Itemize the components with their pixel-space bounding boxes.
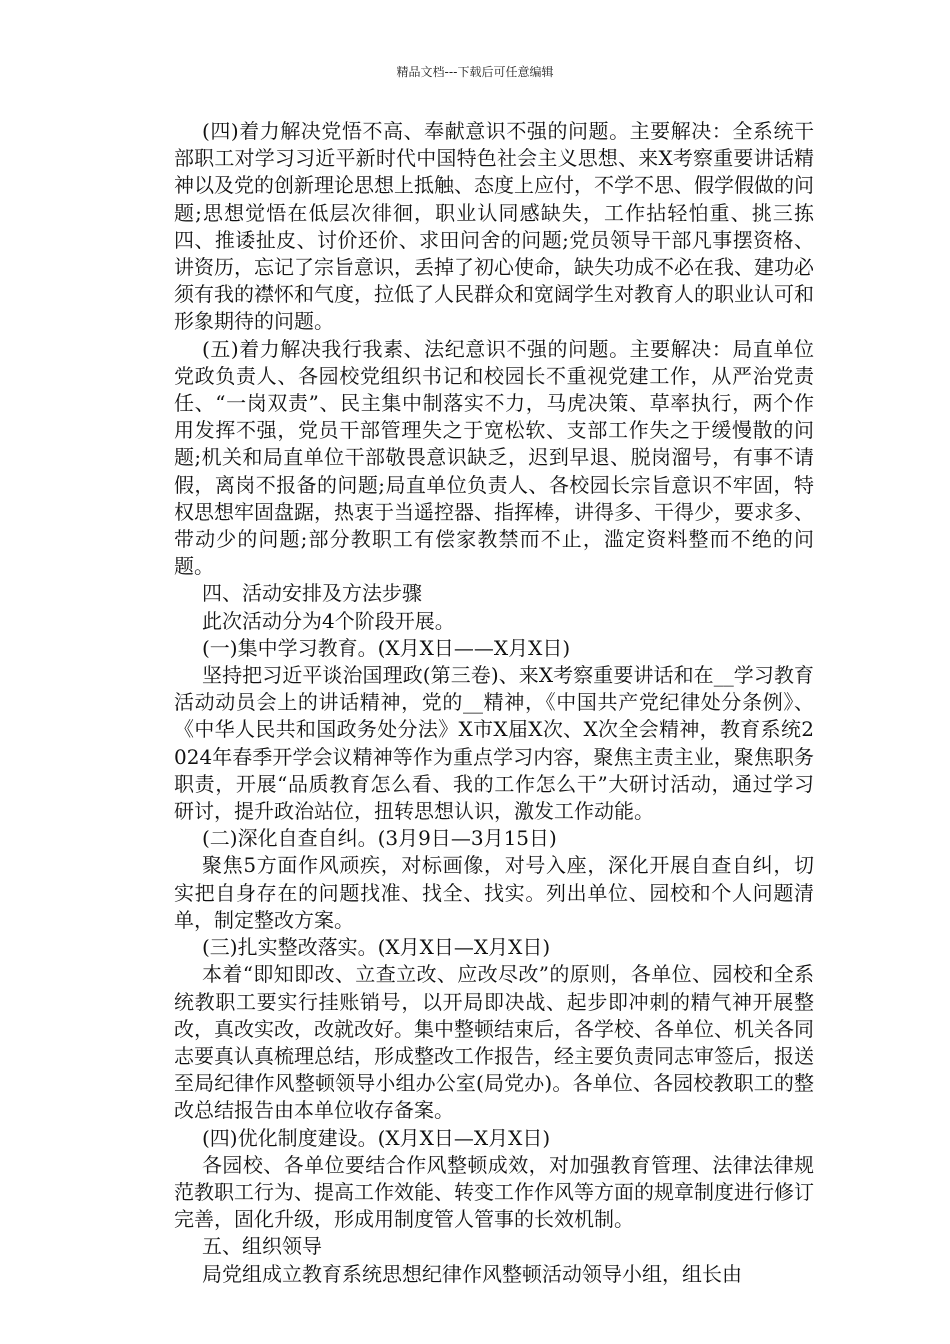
paragraph-stage-3: 本着“即知即改、立查立改、应改尽改”的原则，各单位、园校和全系统教职工要实行挂账销号，以开局即决战、起步即冲刺的精气神开展整改，真改实改，改就改好。集中整顿结束后，各学校、各单位、机关各同志要真认真梳理总结，形成整改工作报告，经主要负责同志审签后，报送至局纪律作风整顿领导小组办公室(局党办)。各单位、各园校教职工的整改总结报告由本单位收存备案。 (174, 962, 814, 1123)
paragraph-stage-count: 此次活动分为4个阶段开展。 (202, 608, 455, 633)
paragraph-stage-1: 坚持把习近平谈治国理政(第三卷)、来X考察重要讲话和在__学习教育活动动员会上的讲话精神，党的__精神，《中国共产党纪律处分条例》、《中华人民共和国政务处分法》X市X届X次、X次全会精神，教育系统2024年春季开学会议精神等作为重点学习内容，聚焦主责主业，聚焦职务职责，开展“品质教育怎么看、我的工作怎么干”大研讨活动，通过学习研讨，提升政治站位，扭转思想认识，激发工作动能。 (174, 663, 814, 824)
stage-heading-4: (四)优化制度建设。(X月X日—X月X日) (202, 1125, 551, 1150)
section-heading-activity-steps: 四、活动安排及方法步骤 (202, 581, 422, 606)
stage-heading-2: (二)深化自查自纠。(3月9日—3月15日) (202, 826, 557, 851)
section-heading-leadership: 五、组织领导 (202, 1234, 322, 1259)
paragraph-issue-5: (五)着力解决我行我素、法纪意识不强的问题。主要解决：局直单位党政负责人、各园校党组织书记和校园长不重视党建工作，从严治党责任、“一岗双责”、民主集中制落实不力，马虎决策、草率执行，两个作用发挥不强，党员干部管理失之于宽松软、支部工作失之于缓慢散的问题;机关和局直单位干部敬畏意识缺乏，迟到早退、脱岗溜号，有事不请假，离岗不报备的问题;局直单位负责人、各校园长宗旨意识不牢固，特权思想牢固盘踞，热衷于当遥控器、指挥棒，讲得多、干得少，要求多、带动少的问题;部分教职工有偿家教禁而不止，滥定资料整而不绝的问题。 (174, 336, 814, 579)
paragraph-issue-4: (四)着力解决党悟不高、奉献意识不强的问题。主要解决：全系统干部职工对学习习近平新时代中国特色社会主义思想、来X考察重要讲话精神以及党的创新理论思想上抵触、态度上应付，不学不思、假学假做的问题;思想觉悟在低层次徘徊，职业认同感缺失，工作拈轻怕重、挑三拣四、推诿扯皮、讨价还价、求田问舍的问题;党员领导干部凡事摆资格、讲资历，忘记了宗旨意识，丢掉了初心使命，缺失功成不必在我、建功必须有我的襟怀和气度，拉低了人民群众和宽阔学生对教育人的职业认可和形象期待的问题。 (174, 119, 814, 334)
page-header: 精品文档---下载后可任意编辑 (396, 65, 554, 79)
paragraph-stage-2: 聚焦5方面作风顽疾，对标画像，对号入座，深化开展自查自纠，切实把自身存在的问题找准、找全、找实。列出单位、园校和个人问题清单，制定整改方案。 (174, 853, 814, 932)
stage-heading-1: (一)集中学习教育。(X月X日——X月X日) (202, 635, 571, 660)
paragraph-stage-4: 各园校、各单位要结合作风整顿成效，对加强教育管理、法律法律规范教职工行为、提高工作效能、转变工作作风等方面的规章制度进行修订完善，固化升级，形成用制度管人管事的长效机制。 (174, 1152, 814, 1232)
paragraph-leadership: 局党组成立教育系统思想纪律作风整顿活动领导小组，组长由 (202, 1261, 742, 1286)
stage-heading-3: (三)扎实整改落实。(X月X日—X月X日) (202, 935, 551, 960)
document-body (174, 118, 814, 1288)
